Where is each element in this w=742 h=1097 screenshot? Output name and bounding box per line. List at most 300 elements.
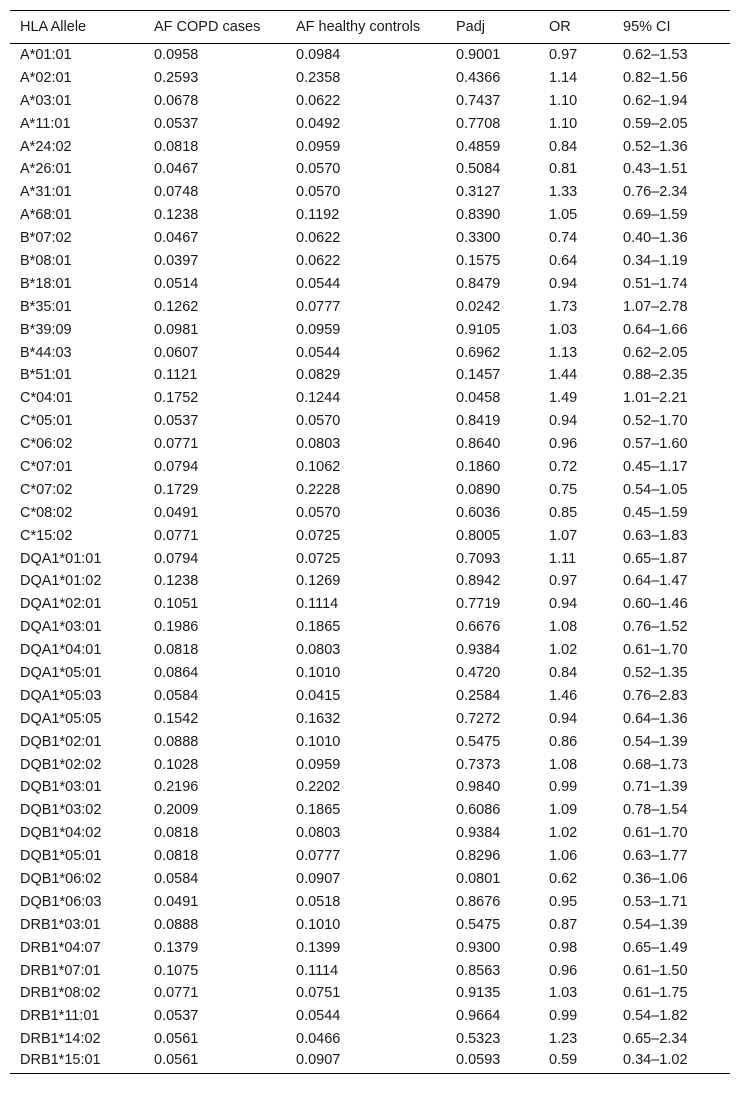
table-row [10, 662, 730, 685]
af-controls-cell: 0.0622 [296, 252, 341, 269]
padj-cell: 0.8296 [456, 848, 501, 865]
ci-cell: 0.59–2.05 [623, 115, 688, 132]
table-row [10, 684, 730, 707]
af-copd-cell: 0.1379 [154, 939, 199, 956]
padj-cell: 0.7708 [456, 115, 501, 132]
or-cell: 1.06 [549, 848, 578, 865]
af-controls-cell: 0.0518 [296, 893, 341, 910]
padj-cell: 0.8390 [456, 207, 501, 224]
padj-cell: 0.9001 [456, 47, 501, 64]
ci-cell: 0.88–2.35 [623, 367, 688, 384]
table-row [10, 341, 730, 364]
padj-cell: 0.5475 [456, 733, 501, 750]
allele-cell: B*51:01 [20, 367, 72, 384]
or-cell: 1.05 [549, 207, 578, 224]
or-cell: 1.03 [549, 321, 578, 338]
table-row [10, 776, 730, 799]
table-row [10, 410, 730, 433]
af-copd-cell: 0.0537 [154, 115, 199, 132]
table-row [10, 89, 730, 112]
af-copd-cell: 0.0491 [154, 893, 199, 910]
ci-cell: 0.40–1.36 [623, 230, 688, 247]
padj-cell: 0.8419 [456, 413, 501, 430]
af-controls-cell: 0.0829 [296, 367, 341, 384]
allele-cell: DRB1*07:01 [20, 962, 101, 979]
padj-cell: 0.4720 [456, 664, 501, 681]
af-controls-cell: 0.0777 [296, 848, 341, 865]
ci-cell: 0.53–1.71 [623, 893, 688, 910]
or-cell: 0.99 [549, 1008, 578, 1025]
padj-cell: 0.7272 [456, 710, 501, 727]
af-controls-cell: 0.0544 [296, 1008, 341, 1025]
ci-cell: 0.63–1.83 [623, 527, 688, 544]
af-copd-cell: 0.1238 [154, 207, 199, 224]
af-copd-cell: 0.1238 [154, 573, 199, 590]
hla-allele-table [10, 10, 730, 1074]
or-cell: 1.49 [549, 390, 578, 407]
padj-cell: 0.4859 [456, 138, 501, 155]
hla-allele-table-container [10, 10, 730, 1074]
ci-cell: 0.78–1.54 [623, 802, 688, 819]
af-controls-cell: 0.2358 [296, 69, 341, 86]
allele-cell: DRB1*14:02 [20, 1031, 101, 1048]
or-cell: 0.85 [549, 504, 578, 521]
padj-cell: 0.0801 [456, 871, 501, 887]
table-row [10, 913, 730, 936]
or-cell: 1.14 [549, 69, 578, 86]
ci-cell: 0.54–1.39 [623, 916, 688, 933]
af-copd-cell: 0.0397 [154, 252, 199, 269]
padj-cell: 0.7437 [456, 92, 501, 109]
af-copd-cell: 0.0771 [154, 527, 199, 544]
af-copd-cell: 0.0514 [154, 275, 199, 292]
or-cell: 1.03 [549, 985, 578, 1002]
af-copd-cell: 0.1986 [154, 619, 199, 636]
af-controls-cell: 0.1114 [296, 596, 339, 613]
ci-cell: 0.45–1.17 [623, 458, 688, 475]
or-cell: 0.72 [549, 458, 578, 475]
padj-cell: 0.3300 [456, 230, 501, 247]
table-row [10, 730, 730, 753]
padj-cell: 0.5323 [456, 1031, 501, 1048]
allele-cell: DRB1*04:07 [20, 939, 101, 956]
table-row [10, 1005, 730, 1028]
ci-cell: 0.65–1.49 [623, 939, 688, 956]
af-controls-cell: 0.2202 [296, 779, 341, 796]
af-controls-cell: 0.0751 [296, 985, 341, 1002]
af-controls-cell: 0.1114 [296, 962, 339, 979]
ci-cell: 0.54–1.39 [623, 733, 688, 750]
table-row [10, 387, 730, 410]
table-row [10, 959, 730, 982]
af-controls-cell: 0.0777 [296, 298, 341, 315]
af-controls-cell: 0.0570 [296, 184, 341, 201]
table-row [10, 936, 730, 959]
table-row [10, 890, 730, 913]
ci-cell: 0.62–1.53 [623, 47, 688, 64]
allele-cell: A*02:01 [20, 69, 72, 86]
padj-cell: 0.6676 [456, 619, 501, 636]
table-row [10, 250, 730, 273]
af-copd-cell: 0.0561 [144, 1051, 286, 1074]
allele-cell: B*44:03 [20, 344, 72, 361]
table-row [10, 478, 730, 501]
af-copd-cell: 0.2196 [154, 779, 199, 796]
ci-cell: 0.76–2.34 [623, 184, 688, 201]
table-row [10, 1028, 730, 1051]
af-controls-cell: 0.0907 [296, 871, 341, 887]
ci-cell: 0.51–1.74 [623, 275, 688, 292]
allele-cell: DQA1*05:05 [20, 710, 102, 727]
af-copd-cell: 0.2009 [154, 802, 199, 819]
table-row [10, 1051, 730, 1074]
allele-cell: DQA1*05:03 [20, 687, 102, 704]
padj-cell: 0.2584 [456, 687, 501, 704]
ci-cell: 1.07–2.78 [623, 298, 688, 315]
allele-cell: DQB1*05:01 [20, 848, 102, 865]
padj-cell: 0.7373 [456, 756, 501, 773]
af-controls-cell: 0.1062 [296, 458, 341, 475]
or-cell: 0.62 [549, 871, 578, 887]
ci-cell: 0.65–2.34 [623, 1031, 688, 1048]
allele-cell: DQA1*01:02 [20, 573, 102, 590]
allele-cell: A*68:01 [20, 207, 72, 224]
af-copd-cell: 0.0794 [154, 458, 199, 475]
af-copd-cell: 0.0818 [154, 138, 199, 155]
ci-cell: 0.82–1.56 [623, 69, 688, 86]
padj-cell: 0.3127 [456, 184, 501, 201]
af-controls-cell: 0.0622 [296, 92, 341, 109]
table-row [10, 593, 730, 616]
padj-cell: 0.6086 [456, 802, 501, 819]
or-cell: 0.81 [549, 161, 578, 178]
af-controls-cell: 0.0544 [296, 344, 341, 361]
af-controls-cell: 0.1865 [296, 802, 341, 819]
af-controls-cell: 0.0544 [296, 275, 341, 292]
padj-cell: 0.0242 [456, 298, 501, 315]
allele-cell: C*05:01 [20, 413, 73, 430]
af-controls-cell: 0.0959 [296, 138, 341, 155]
ci-cell: 0.52–1.70 [623, 413, 688, 430]
or-cell: 1.46 [549, 687, 578, 704]
ci-cell: 0.52–1.36 [623, 138, 688, 155]
allele-cell: DQB1*02:01 [20, 733, 102, 750]
allele-cell: DQA1*03:01 [20, 619, 102, 636]
ci-cell: 0.64–1.36 [623, 710, 688, 727]
allele-cell: A*01:01 [20, 47, 72, 64]
allele-cell: DRB1*11:01 [20, 1008, 100, 1025]
padj-cell: 0.9135 [456, 985, 501, 1002]
padj-cell: 0.9664 [456, 1008, 501, 1025]
af-controls-cell: 0.0803 [296, 642, 341, 659]
allele-cell: DQB1*04:02 [20, 825, 102, 842]
allele-cell: B*35:01 [20, 298, 72, 315]
af-controls-cell: 0.0959 [296, 756, 341, 773]
af-controls-cell: 0.0466 [296, 1031, 341, 1048]
ci-cell: 0.61–1.70 [623, 825, 688, 842]
ci-cell: 0.61–1.70 [623, 642, 688, 659]
or-cell: 1.02 [549, 825, 578, 842]
af-copd-cell: 0.0771 [154, 985, 199, 1002]
padj-cell: 0.8942 [456, 573, 501, 590]
af-controls-cell: 0.2228 [296, 481, 341, 498]
ci-cell: 0.45–1.59 [623, 504, 688, 521]
allele-cell: B*39:09 [20, 321, 72, 338]
af-controls-cell: 0.1269 [296, 573, 341, 590]
af-copd-cell: 0.0537 [154, 413, 199, 430]
af-controls-cell: 0.0570 [296, 504, 341, 521]
af-controls-cell: 0.0570 [296, 161, 341, 178]
ci-cell: 0.43–1.51 [623, 161, 688, 178]
allele-cell: DRB1*08:02 [20, 985, 101, 1002]
af-copd-cell: 0.0818 [154, 825, 199, 842]
af-copd-cell: 0.0678 [154, 92, 199, 109]
ci-cell: 0.68–1.73 [623, 756, 688, 773]
table-row [10, 318, 730, 341]
af-copd-cell: 0.0584 [154, 871, 199, 887]
ci-cell: 0.52–1.35 [623, 664, 688, 681]
af-copd-cell: 0.1542 [154, 710, 199, 727]
or-cell: 0.95 [549, 893, 578, 910]
or-cell: 1.11 [549, 550, 577, 567]
af-copd-cell: 0.0794 [154, 550, 199, 567]
allele-cell: DQB1*02:02 [20, 756, 102, 773]
or-cell: 1.23 [549, 1031, 578, 1048]
or-cell: 0.97 [549, 47, 578, 64]
padj-cell: 0.0890 [456, 481, 501, 498]
or-cell: 1.09 [549, 802, 578, 819]
column-header-95-ci: 95% CI [613, 11, 730, 44]
column-header-hla-allele: HLA Allele [10, 11, 144, 44]
af-copd-cell: 0.1729 [154, 481, 199, 498]
allele-cell: DQB1*06:02 [20, 871, 102, 887]
af-copd-cell: 0.0467 [154, 161, 199, 178]
af-controls-cell: 0.0907 [286, 1051, 446, 1074]
ci-cell: 0.36–1.06 [623, 871, 688, 887]
padj-cell: 0.6962 [456, 344, 501, 361]
column-header-padj: Padj [446, 11, 539, 44]
allele-cell: DQB1*03:02 [20, 802, 102, 819]
or-cell: 0.64 [549, 252, 578, 269]
padj-cell: 0.8676 [456, 893, 501, 910]
table-row [10, 112, 730, 135]
allele-cell: B*08:01 [20, 252, 72, 269]
or-cell: 1.44 [549, 367, 578, 384]
ci-cell: 0.64–1.66 [623, 321, 688, 338]
table-row [10, 524, 730, 547]
ci-cell: 0.62–1.94 [623, 92, 688, 109]
padj-cell: 0.9840 [456, 779, 501, 796]
table-row [10, 982, 730, 1005]
allele-cell: DRB1*15:01 [10, 1051, 144, 1074]
allele-cell: DQA1*02:01 [20, 596, 102, 613]
af-controls-cell: 0.0803 [296, 436, 341, 453]
or-cell: 1.08 [549, 756, 578, 773]
padj-cell: 0.8479 [456, 275, 501, 292]
af-copd-cell: 0.0864 [154, 664, 199, 681]
table-row [10, 456, 730, 479]
or-cell: 1.10 [549, 92, 578, 109]
or-cell: 0.84 [549, 664, 578, 681]
or-cell: 0.86 [549, 733, 578, 750]
ci-cell: 0.63–1.77 [623, 848, 688, 865]
ci-cell: 0.60–1.46 [623, 596, 688, 613]
af-controls-cell: 0.0570 [296, 413, 341, 430]
table-row [10, 799, 730, 822]
af-copd-cell: 0.1028 [154, 756, 199, 773]
af-controls-cell: 0.0492 [296, 115, 341, 132]
ci-cell: 0.62–2.05 [623, 344, 688, 361]
or-cell: 0.74 [549, 230, 578, 247]
af-copd-cell: 0.1121 [154, 367, 198, 384]
table-row [10, 181, 730, 204]
af-copd-cell: 0.0607 [154, 344, 199, 361]
padj-cell: 0.4366 [456, 69, 501, 86]
af-controls-cell: 0.0622 [296, 230, 341, 247]
allele-cell: DQB1*06:03 [20, 893, 102, 910]
table-row [10, 707, 730, 730]
allele-cell: C*06:02 [20, 436, 73, 453]
padj-cell: 0.1860 [456, 458, 501, 475]
af-copd-cell: 0.0818 [154, 848, 199, 865]
af-controls-cell: 0.1244 [296, 390, 341, 407]
column-header-af-copd-cases: AF COPD cases [144, 11, 286, 44]
allele-cell: C*07:02 [20, 481, 73, 498]
allele-cell: C*15:02 [20, 527, 73, 544]
padj-cell: 0.0593 [446, 1051, 539, 1074]
allele-cell: DQA1*04:01 [20, 642, 102, 659]
padj-cell: 0.9105 [456, 321, 501, 338]
table-header [10, 11, 730, 44]
table-row [10, 227, 730, 250]
ci-cell: 0.54–1.05 [623, 481, 688, 498]
allele-cell: DQB1*03:01 [20, 779, 102, 796]
af-controls-cell: 0.0984 [296, 47, 341, 64]
af-copd-cell: 0.0888 [154, 733, 199, 750]
af-copd-cell: 0.0584 [154, 687, 199, 704]
table-row [10, 364, 730, 387]
table-row [10, 501, 730, 524]
allele-cell: A*26:01 [20, 161, 72, 178]
allele-cell: A*03:01 [20, 92, 72, 109]
ci-cell: 1.01–2.21 [623, 390, 688, 407]
ci-cell: 0.76–1.52 [623, 619, 688, 636]
column-header-or: OR [539, 11, 613, 44]
af-controls-cell: 0.1010 [296, 664, 341, 681]
af-copd-cell: 0.2593 [154, 69, 199, 86]
allele-cell: DQA1*05:01 [20, 664, 102, 681]
af-copd-cell: 0.1262 [154, 298, 199, 315]
af-copd-cell: 0.0771 [154, 436, 199, 453]
allele-cell: A*11:01 [20, 115, 71, 132]
padj-cell: 0.0458 [456, 390, 501, 407]
ci-cell: 0.57–1.60 [623, 436, 688, 453]
table-row [10, 547, 730, 570]
af-controls-cell: 0.0725 [296, 527, 341, 544]
table-row [10, 868, 730, 891]
or-cell: 1.73 [549, 298, 578, 315]
ci-cell: 0.71–1.39 [623, 779, 688, 796]
padj-cell: 0.9384 [456, 642, 501, 659]
af-copd-cell: 0.0818 [154, 642, 199, 659]
af-controls-cell: 0.1192 [296, 207, 340, 224]
af-copd-cell: 0.0467 [154, 230, 199, 247]
or-cell: 0.94 [549, 413, 578, 430]
allele-cell: B*07:02 [20, 230, 72, 247]
ci-cell: 0.61–1.50 [623, 962, 688, 979]
af-controls-cell: 0.1010 [296, 916, 341, 933]
af-copd-cell: 0.0537 [154, 1008, 199, 1025]
af-copd-cell: 0.1075 [154, 962, 199, 979]
or-cell: 0.96 [549, 436, 578, 453]
af-controls-cell: 0.1632 [296, 710, 341, 727]
padj-cell: 0.7719 [456, 596, 501, 613]
allele-cell: C*04:01 [20, 390, 73, 407]
padj-cell: 0.8640 [456, 436, 501, 453]
table-row [10, 845, 730, 868]
table-row [10, 272, 730, 295]
allele-cell: C*08:02 [20, 504, 73, 521]
ci-cell: 0.64–1.47 [623, 573, 688, 590]
table-row [10, 295, 730, 318]
af-copd-cell: 0.0748 [154, 184, 199, 201]
af-copd-cell: 0.0981 [154, 321, 199, 338]
padj-cell: 0.8563 [456, 962, 501, 979]
ci-cell: 0.65–1.87 [623, 550, 688, 567]
table-row [10, 753, 730, 776]
table-row [10, 616, 730, 639]
af-controls-cell: 0.0803 [296, 825, 341, 842]
af-controls-cell: 0.1010 [296, 733, 341, 750]
table-row [10, 158, 730, 181]
or-cell: 0.75 [549, 481, 578, 498]
or-cell: 0.96 [549, 962, 578, 979]
allele-cell: DQA1*01:01 [20, 550, 102, 567]
af-copd-cell: 0.0958 [154, 47, 199, 64]
ci-cell: 0.76–2.83 [623, 687, 688, 704]
or-cell: 1.33 [549, 184, 578, 201]
padj-cell: 0.1575 [456, 252, 501, 269]
table-row [10, 66, 730, 89]
table-body [10, 44, 730, 1074]
ci-cell: 0.34–1.02 [613, 1051, 730, 1074]
or-cell: 1.13 [549, 344, 578, 361]
allele-cell: A*31:01 [20, 184, 72, 201]
table-row [10, 822, 730, 845]
padj-cell: 0.5475 [456, 916, 501, 933]
af-controls-cell: 0.1399 [296, 939, 341, 956]
ci-cell: 0.61–1.75 [623, 985, 688, 1002]
or-cell: 1.02 [549, 642, 578, 659]
or-cell: 0.94 [549, 710, 578, 727]
table-row [10, 639, 730, 662]
af-copd-cell: 0.0491 [154, 504, 199, 521]
padj-cell: 0.8005 [456, 527, 501, 544]
af-controls-cell: 0.0959 [296, 321, 341, 338]
table-row [10, 204, 730, 227]
af-copd-cell: 0.0888 [154, 916, 199, 933]
or-cell: 0.99 [549, 779, 578, 796]
af-controls-cell: 0.1865 [296, 619, 341, 636]
ci-cell: 0.69–1.59 [623, 207, 688, 224]
ci-cell: 0.54–1.82 [623, 1008, 688, 1025]
or-cell: 0.97 [549, 573, 578, 590]
or-cell: 1.07 [549, 527, 578, 544]
or-cell: 1.10 [549, 115, 578, 132]
or-cell: 0.87 [549, 916, 578, 933]
allele-cell: B*18:01 [20, 275, 72, 292]
or-cell: 0.94 [549, 275, 578, 292]
